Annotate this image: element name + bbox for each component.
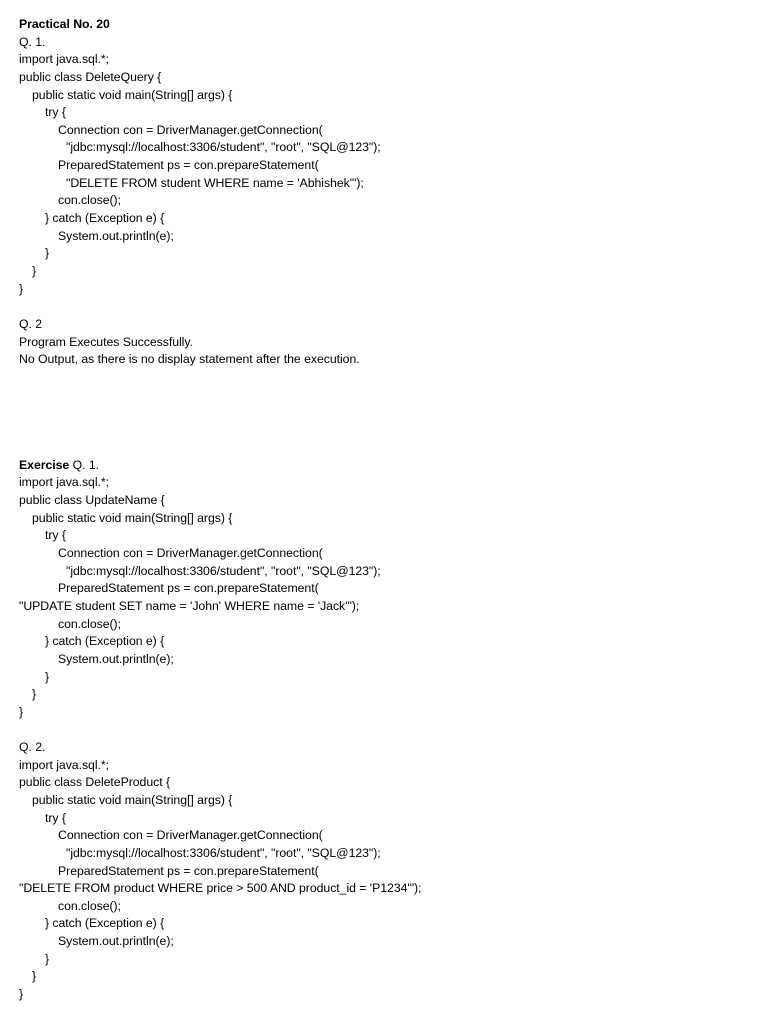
code-line: "jdbc:mysql://localhost:3306/student", "root", "SQL@123"); bbox=[66, 140, 381, 155]
code-line: } bbox=[32, 263, 37, 278]
code-line: "jdbc:mysql://localhost:3306/student", "root", "SQL@123"); bbox=[66, 845, 381, 860]
code-line: public class DeleteQuery { bbox=[19, 69, 162, 84]
code-line: System.out.println(e); bbox=[58, 934, 174, 949]
document-page bbox=[19, 16, 759, 1004]
code-line: } bbox=[32, 687, 37, 702]
practical-q1-label: Q. 1. bbox=[19, 34, 46, 49]
code-line: } bbox=[19, 987, 24, 1002]
code-line: import java.sql.*; bbox=[19, 475, 109, 490]
code-line: PreparedStatement ps = con.prepareStatement( bbox=[58, 581, 319, 596]
code-line: "jdbc:mysql://localhost:3306/student", "root", "SQL@123"); bbox=[66, 563, 381, 578]
code-line: import java.sql.*; bbox=[19, 52, 109, 67]
code-line: con.close(); bbox=[58, 193, 121, 208]
code-line: con.close(); bbox=[58, 898, 121, 913]
code-line: } bbox=[19, 704, 24, 719]
code-line: } catch (Exception e) { bbox=[45, 916, 165, 931]
exercise-q2-label: Q. 2. bbox=[19, 740, 46, 755]
code-line: import java.sql.*; bbox=[19, 757, 109, 772]
code-line: } bbox=[45, 246, 50, 261]
code-line: "DELETE FROM student WHERE name = 'Abhishek'"); bbox=[66, 175, 364, 190]
code-line: "UPDATE student SET name = 'John' WHERE name = 'Jack'"); bbox=[19, 598, 360, 613]
code-line: System.out.println(e); bbox=[58, 651, 174, 666]
code-line: } bbox=[19, 281, 24, 296]
code-line: try { bbox=[45, 105, 66, 120]
code-line: public class UpdateName { bbox=[19, 493, 165, 508]
code-line: public static void main(String[] args) { bbox=[32, 510, 233, 525]
code-line: PreparedStatement ps = con.prepareStatement( bbox=[58, 158, 319, 173]
answer-line: Program Executes Successfully. bbox=[19, 334, 193, 349]
code-line: try { bbox=[45, 528, 66, 543]
code-line: } catch (Exception e) { bbox=[45, 634, 165, 649]
code-line: System.out.println(e); bbox=[58, 228, 174, 243]
code-line: Connection con = DriverManager.getConnection( bbox=[58, 828, 323, 843]
code-line: PreparedStatement ps = con.prepareStatement( bbox=[58, 863, 319, 878]
code-line: } bbox=[32, 969, 37, 984]
code-line: } catch (Exception e) { bbox=[45, 211, 165, 226]
page-title: Practical No. 20 bbox=[19, 17, 110, 31]
exercise-q1-number: Q. 1. bbox=[69, 457, 99, 472]
code-line: "DELETE FROM product WHERE price > 500 AND product_id = 'P1234'"); bbox=[19, 881, 422, 896]
practical-q2-label: Q. 2 bbox=[19, 316, 43, 331]
exercise-heading: Exercise bbox=[19, 457, 70, 472]
code-line: public static void main(String[] args) { bbox=[32, 87, 233, 102]
code-line: Connection con = DriverManager.getConnection( bbox=[58, 546, 323, 561]
code-line: public static void main(String[] args) { bbox=[32, 792, 233, 807]
answer-line: No Output, as there is no display statement after the execution. bbox=[19, 352, 360, 367]
code-line: } bbox=[45, 669, 50, 684]
code-line: public class DeleteProduct { bbox=[19, 775, 171, 790]
code-line: con.close(); bbox=[58, 616, 121, 631]
code-line: } bbox=[45, 951, 50, 966]
exercise-q1-label bbox=[19, 457, 759, 475]
code-line: Connection con = DriverManager.getConnection( bbox=[58, 122, 323, 137]
code-line: try { bbox=[45, 810, 66, 825]
